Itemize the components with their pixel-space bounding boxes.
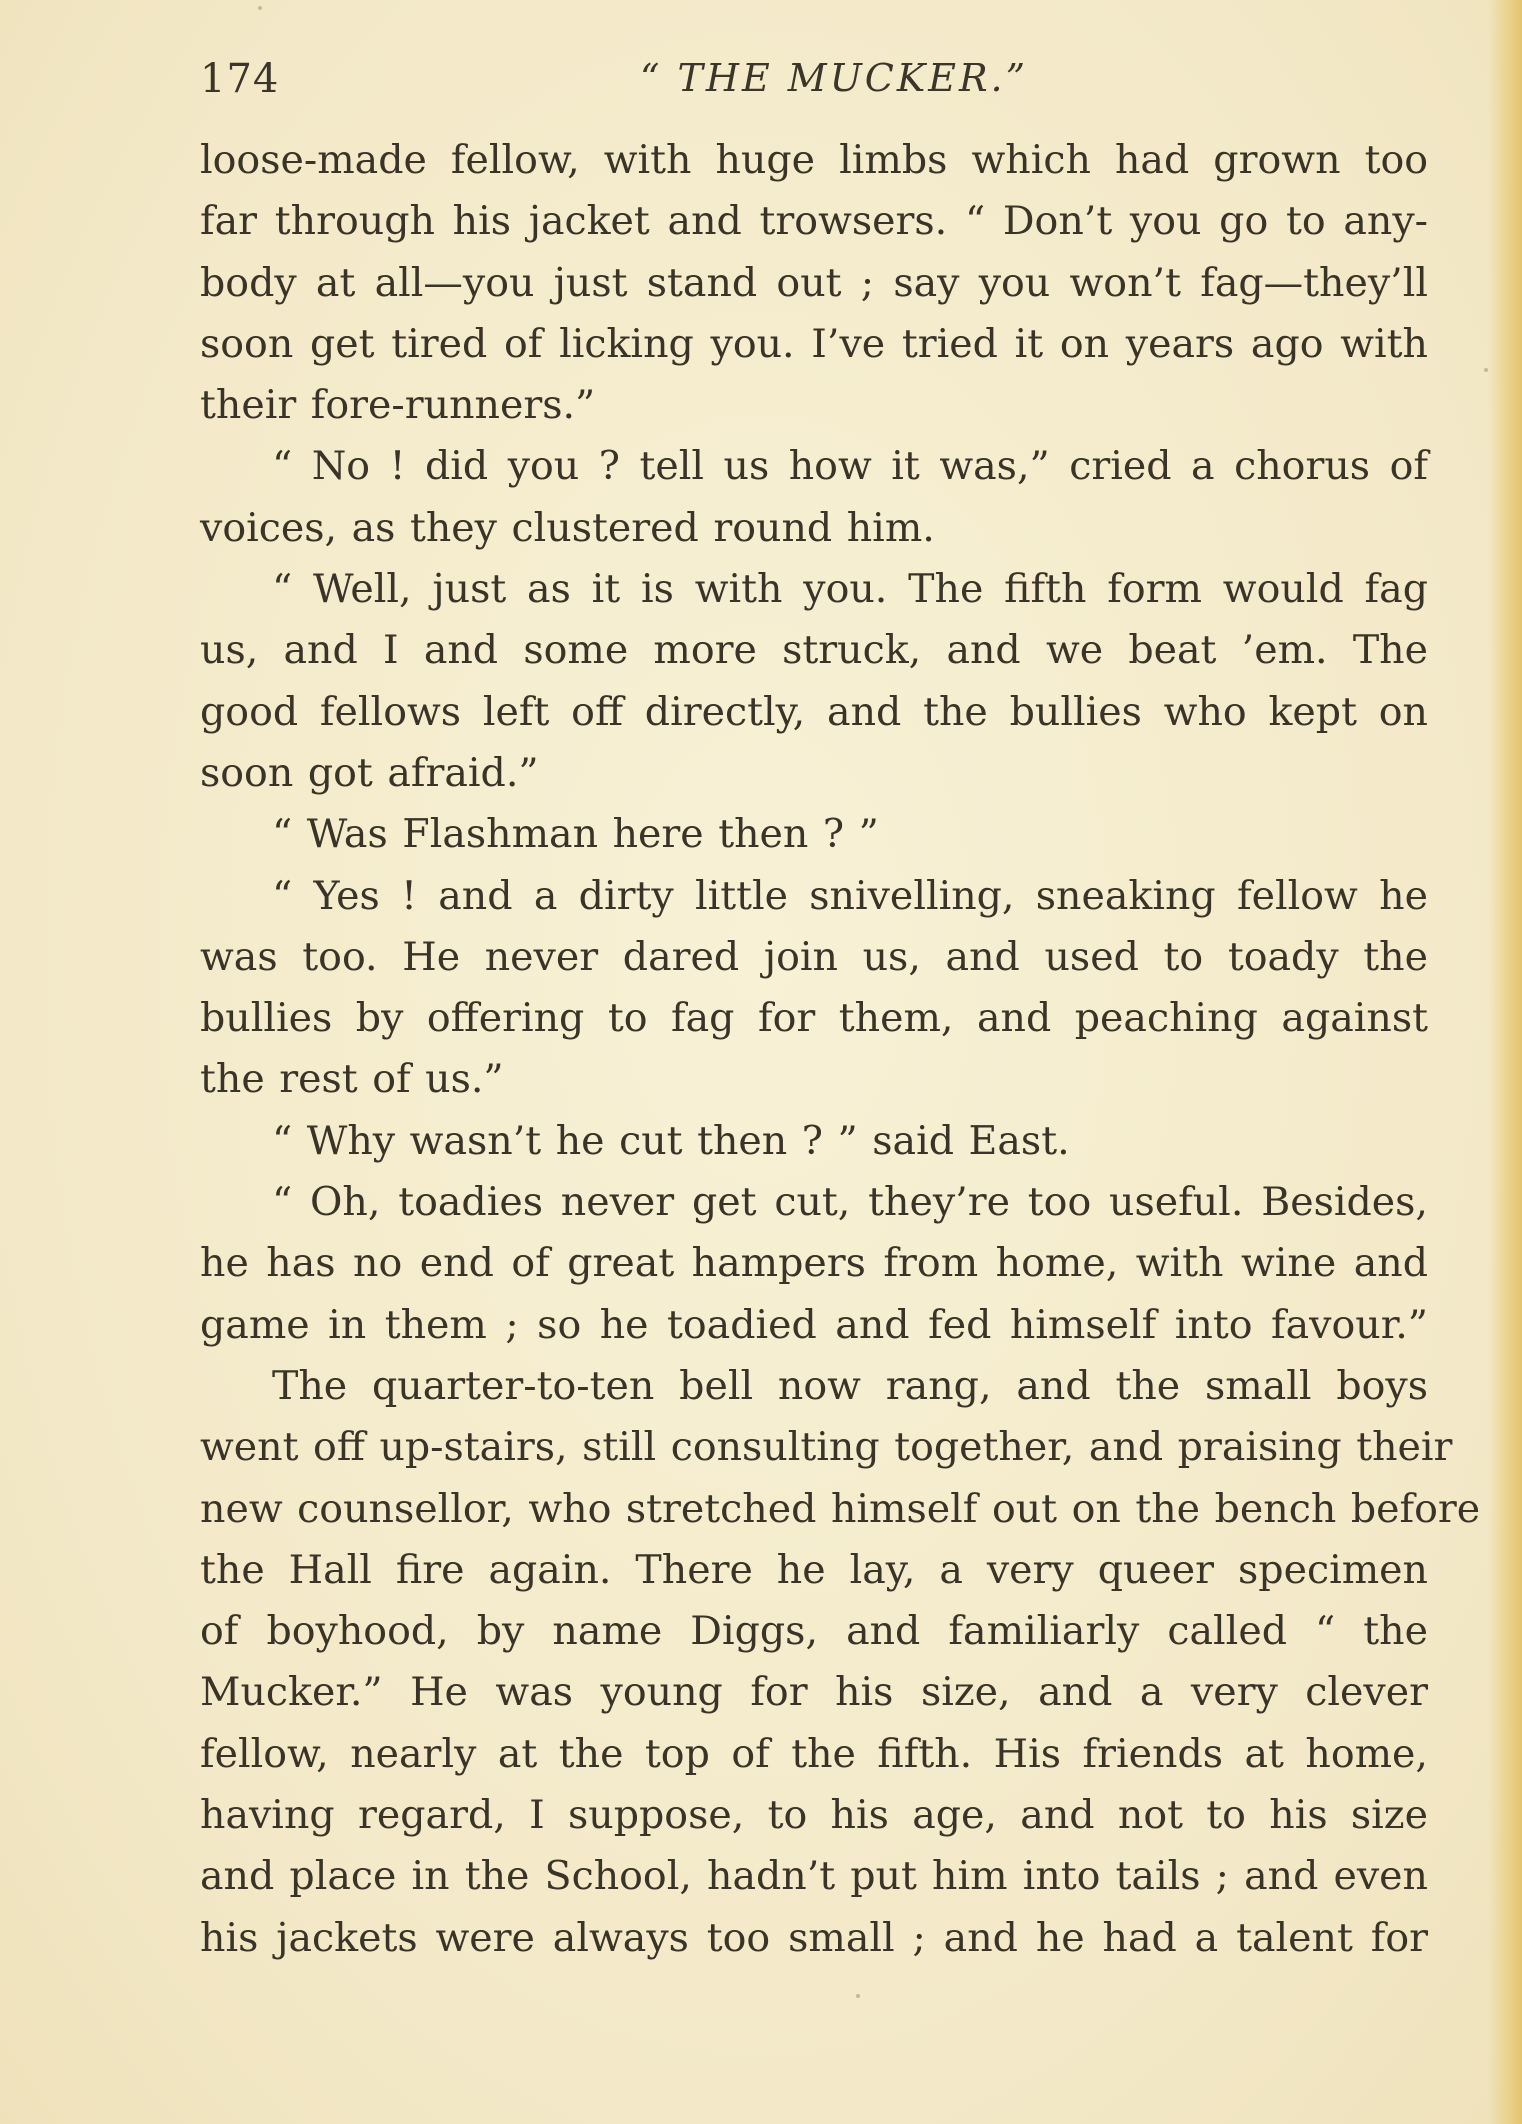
text-line: his jackets were always too small ; and he had a talent for [200,1914,1428,1961]
text-line: loose-made fellow, with huge limbs which had grown too [200,137,1428,183]
text-line: game in them ; so he toadied and fed himself into favour.” [200,1301,1428,1348]
text-line: good fellows left off directly, and the bullies who kept on [200,688,1428,735]
text-line: he has no end of great hampers from home, with wine and [200,1240,1428,1287]
text-line: of boyhood, by name Diggs, and familiarly called “ the [200,1608,1428,1655]
running-title: “ THE MUCKER.” [640,56,1029,100]
text-line: “ Was Flashman here then ? ” [272,811,879,858]
text-line: voices, as they clustered round him. [200,504,935,551]
text-line: went off up-stairs, still consulting together, and praising their [200,1424,1453,1471]
text-line: their fore-runners.” [200,382,596,429]
text-line: “ Oh, toadies never get cut, they’re too useful. Besides, [272,1179,1428,1226]
text-line: and place in the School, hadn’t put him into tails ; and even [200,1853,1428,1900]
text-line: the rest of us.” [200,1056,504,1103]
text-line: fellow, nearly at the top of the fifth. His friends at home, [200,1730,1428,1777]
text-line: “ Well, just as it is with you. The fifth form would fag [272,566,1428,613]
text-line: far through his jacket and trowsers. “ Don’t you go to any- [200,198,1428,245]
text-line: the Hall fire again. There he lay, a very queer specimen [200,1546,1428,1593]
page-header [0,56,1522,106]
text-line: soon get tired of licking you. I’ve tried it on years ago with [200,320,1428,367]
body-text [200,130,1481,1969]
text-line: new counsellor, who stretched himself out on the bench before [200,1485,1481,1532]
page-edge-shading [1488,0,1522,2124]
text-line: “ Why wasn’t he cut then ? ” said East. [272,1117,1070,1164]
text-line: body at all—you just stand out ; say you won’t fag—they’ll [200,259,1428,306]
paper-speck [1484,368,1488,372]
text-line: bullies by offering to fag for them, and peaching against [200,995,1428,1042]
text-line: was too. He never dared join us, and used to toady the [200,933,1428,980]
paper-speck [856,1994,860,1998]
text-line: having regard, I suppose, to his age, and not to his size [200,1792,1428,1839]
text-line: Mucker.” He was young for his size, and a very clever [200,1669,1428,1716]
text-line: soon got afraid.” [200,749,539,796]
text-line: “ No ! did you ? tell us how it was,” cried a chorus of [272,443,1428,490]
text-line: “ Yes ! and a dirty little snivelling, sneaking fellow he [272,872,1428,919]
page-number: 174 [200,56,280,102]
text-line: The quarter-to-ten bell now rang, and the small boys [272,1362,1428,1409]
text-line: us, and I and some more struck, and we beat ’em. The [200,627,1428,674]
paper-speck [258,6,262,10]
